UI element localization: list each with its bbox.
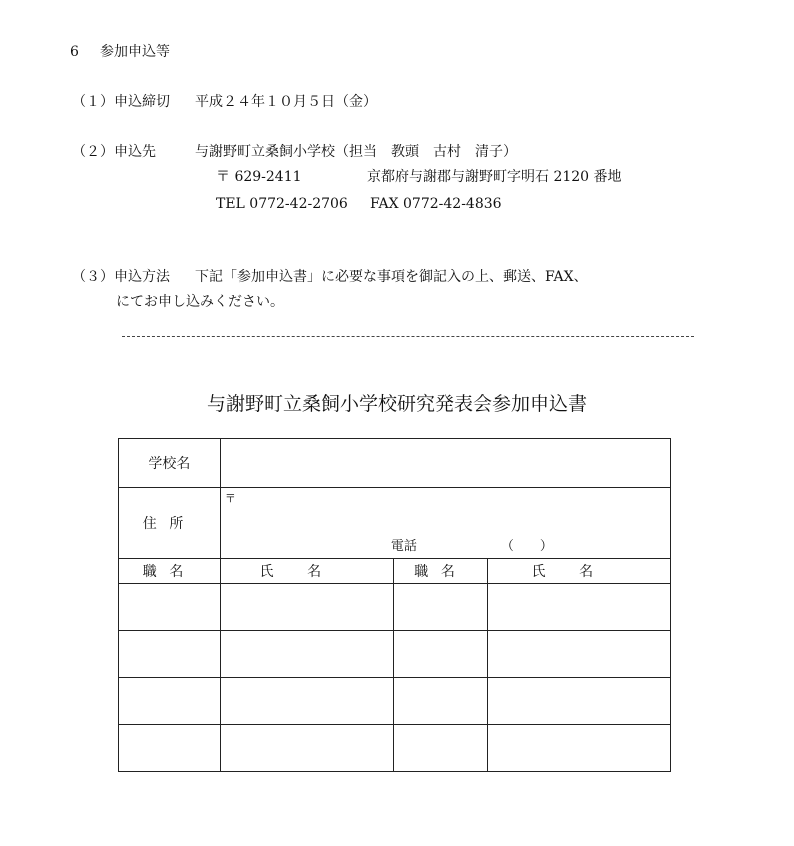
name-cell[interactable] — [488, 725, 671, 772]
section-number: 6 — [70, 44, 79, 60]
form-title: 与謝野町立桑飼小学校研究発表会参加申込書 — [206, 393, 587, 415]
method-text-2: にてお申し込みください。 — [116, 294, 284, 310]
fax-number: FAX 0772-42-4836 — [370, 196, 502, 212]
method-text-1: 下記「参加申込書」に必要な事項を御記入の上、郵送、FAX、 — [195, 269, 588, 285]
header-position-2: 職名 — [394, 559, 488, 584]
school-name-label: 学校名 — [119, 439, 221, 488]
name-cell[interactable] — [488, 678, 671, 725]
method-label: （３）申込方法 — [72, 269, 170, 285]
section-heading — [70, 45, 170, 59]
address-label: 住所 — [119, 488, 221, 559]
application-form-table — [118, 438, 671, 772]
table-row — [119, 678, 671, 725]
postal-mark: 〒 — [224, 492, 236, 505]
table-row — [119, 584, 671, 631]
table-row — [119, 725, 671, 772]
position-cell[interactable] — [119, 678, 221, 725]
cut-line-divider — [122, 336, 694, 337]
phone-label: 電話 — [390, 539, 417, 554]
table-row — [119, 631, 671, 678]
telephone-number: TEL 0772-42-2706 — [216, 196, 348, 212]
postal-code: 〒 629-2411 — [216, 169, 302, 185]
position-cell[interactable] — [394, 631, 488, 678]
name-cell[interactable] — [488, 584, 671, 631]
header-name-1: 氏名 — [220, 559, 394, 584]
deadline-line — [72, 95, 377, 109]
destination-label: （２）申込先 — [72, 144, 156, 160]
name-cell[interactable] — [220, 725, 394, 772]
address-field[interactable] — [220, 488, 670, 559]
header-position-1: 職名 — [119, 559, 221, 584]
position-cell[interactable] — [119, 584, 221, 631]
header-name-2: 氏名 — [488, 559, 671, 584]
name-cell[interactable] — [220, 678, 394, 725]
street-address: 京都府与謝郡与謝野町字明石 2120 番地 — [367, 169, 622, 185]
position-cell[interactable] — [394, 725, 488, 772]
name-cell[interactable] — [220, 631, 394, 678]
destination-value: 与謝野町立桑飼小学校（担当 教頭 古村 清子） — [195, 144, 517, 160]
position-cell[interactable] — [119, 725, 221, 772]
section-title: 参加申込等 — [100, 44, 170, 60]
deadline-value: 平成２４年１０月５日（金） — [195, 94, 377, 110]
school-name-field[interactable] — [220, 439, 670, 488]
destination-line — [72, 145, 517, 159]
name-cell[interactable] — [220, 584, 394, 631]
name-cell[interactable] — [488, 631, 671, 678]
position-cell[interactable] — [394, 584, 488, 631]
position-cell[interactable] — [119, 631, 221, 678]
deadline-label: （１）申込締切 — [72, 94, 170, 110]
phone-area-parens: （ ） — [500, 539, 553, 554]
position-cell[interactable] — [394, 678, 488, 725]
method-line — [72, 270, 588, 284]
